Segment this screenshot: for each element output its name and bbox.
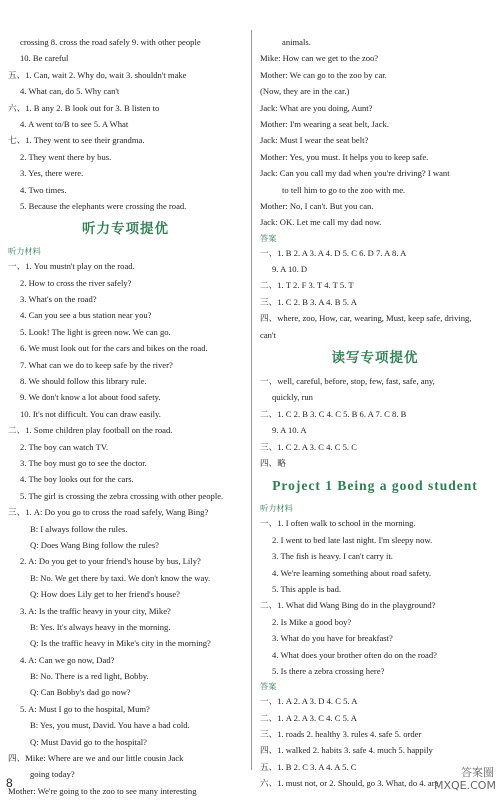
text-line: Jack: Must I wear the seat belt? — [260, 135, 369, 146]
text-line: 3. What's on the road? — [20, 294, 97, 305]
text-line: 一、1. You mustn't play on the road. — [8, 261, 135, 272]
listening-answers — [260, 245, 490, 343]
text-line: going today? — [30, 769, 75, 780]
text-line: quickly, run — [272, 392, 313, 403]
text-line: 一、well, careful, before, stop, few, fast, safe, any, — [260, 376, 435, 387]
text-line: B: I always follow the rules. — [30, 523, 128, 534]
text-line: to tell him to go to the zoo with me. — [282, 184, 406, 195]
project-answers-label: 答案 — [260, 681, 277, 692]
text-line: 10. Be careful — [20, 53, 69, 64]
text-line: Mother: No, I can't. But you can. — [260, 200, 374, 211]
watermark-url: MXQE.COM — [434, 779, 496, 792]
text-line: 3. What do you have for breakfast? — [272, 633, 393, 644]
text-line: crossing 8. cross the road safely 9. with other people — [20, 37, 201, 47]
text-line: 2. They went there by bus. — [20, 151, 112, 162]
text-line: 3. A: Is the traffic heavy in your city, Mike? — [20, 605, 171, 616]
text-line: 三、1. C 2. B 3. A 4. B 5. A — [260, 296, 357, 307]
text-line: 二、1. T 2. F 3. T 4. T 5. T — [260, 280, 354, 291]
text-line: 7. What can we do to keep safe by the river? — [20, 359, 173, 370]
project-listening-label: 听力材料 — [260, 503, 293, 514]
text-line: Jack: What are you doing, Aunt? — [260, 102, 373, 113]
text-line: 5. This apple is bad. — [272, 583, 342, 594]
text-line: Mother: Yes, you must. It helps you to keep safe. — [260, 151, 429, 162]
text-line: 二、1. C 2. B 3. C 4. C 5. B 6. A 7. C 8. B — [260, 408, 407, 419]
watermark-text: 答案圈 — [461, 766, 494, 779]
text-line: Q: How does Lily get to her friend's house? — [30, 589, 180, 600]
text-line: B: Yes, you must, David. You have a bad cold. — [30, 720, 190, 731]
text-line: 四、where, zoo, How, car, wearing, Must, keep safe, driving, — [260, 313, 472, 324]
text-line: 2. A: Do you get to your friend's house by bus, Lily? — [20, 556, 201, 567]
page-number: 8 — [6, 776, 13, 790]
column-divider — [251, 30, 252, 770]
text-line: can't — [260, 329, 276, 340]
text-line: Q: Can Bobby's dad go now? — [30, 687, 131, 698]
text-line: 三、1. C 2. A 3. C 4. C 5. C — [260, 441, 357, 452]
project-listening-material — [260, 515, 490, 679]
text-line: 四、Mike: Where are we and our little cousin Jack — [8, 753, 184, 764]
listening-material — [8, 258, 243, 799]
text-line: 五、1. Can, wait 2. Why do, wait 3. shouldn't make — [8, 69, 187, 80]
text-line: 4. A went to/B to see 5. A What — [20, 118, 129, 129]
text-line: Mother: I'm wearing a seat belt, Jack. — [260, 118, 389, 129]
text-line: 四、1. walked 2. habits 3. safe 4. much 5. happily — [260, 745, 433, 756]
text-line: 5. Look! The light is green now. We can go. — [20, 326, 171, 337]
text-line: 2. How to cross the river safely? — [20, 277, 132, 288]
text-line: 六、1. B any 2. B look out for 3. B listen to — [8, 102, 160, 113]
text-line: 5. A: Must I go to the hospital, Mum? — [20, 703, 150, 714]
text-line: 六、1. must not, or 2. Should, go 3. What, do 4. are — [260, 778, 439, 789]
answers-label: 答案 — [260, 232, 277, 243]
reading-writing-title: 读写专项提优 — [331, 350, 419, 366]
text-line: 七、1. They went to see their grandma. — [8, 135, 145, 146]
text-line: Mike: How can we get to the zoo? — [260, 53, 379, 64]
text-line: Jack: OK. Let me call my dad now. — [260, 217, 382, 228]
project-title: Project 1 Being a good student — [272, 478, 478, 494]
text-line: 8. We should follow this library rule. — [20, 376, 147, 387]
listening-title: 听力专项提优 — [82, 221, 169, 237]
text-line: 一、1. A 2. A 3. D 4. C 5. A — [260, 696, 358, 707]
text-line: B: Yes. It's always heavy in the morning. — [30, 621, 171, 632]
watermark-logo — [434, 766, 494, 794]
text-line: Q: Must David go to the hospital? — [30, 736, 147, 747]
text-line: 6. We must look out for the cars and bikes on the road. — [20, 343, 208, 354]
text-line: 5. The girl is crossing the zebra crossing with other people. — [20, 490, 224, 501]
text-line: 3. Yes, there were. — [20, 168, 84, 179]
text-line: B: No. We get there by taxi. We don't know the way. — [30, 572, 211, 583]
text-line: Mother: We're going to the zoo to see many interesting — [8, 785, 197, 796]
text-line: 二、1. A 2. A 3. C 4. C 5. A — [260, 712, 357, 723]
text-line: 4. A: Can we go now, Dad? — [20, 654, 115, 665]
text-line: 4. Two times. — [20, 184, 67, 195]
text-line: 4. We're learning something about road safety. — [272, 567, 432, 578]
right-column — [260, 34, 490, 792]
text-line: 9. A 10. A — [272, 425, 307, 436]
text-line: 四、略 — [260, 457, 286, 468]
text-line: 二、1. Some children play football on the road. — [8, 425, 173, 436]
text-line: 5. Because the elephants were crossing the road. — [20, 200, 187, 211]
reading-writing-answers — [260, 373, 490, 471]
text-line: 二、1. What did Wang Bing do in the playground? — [260, 600, 436, 611]
answers-section-top — [8, 34, 243, 214]
text-line: 4. What does your brother often do on the road? — [272, 649, 437, 660]
left-column — [8, 34, 243, 799]
text-line: 五、1. B 2. C 3. A 4. A 5. C — [260, 761, 357, 772]
text-line: 一、1. B 2. A 3. A 4. D 5. C 6. D 7. A 8. A — [260, 247, 407, 258]
text-line: 4. What can, do 5. Why can't — [20, 86, 120, 97]
text-line: animals. — [282, 37, 311, 47]
dialogue-continued — [260, 34, 490, 231]
text-line: 2. Is Mike a good boy? — [272, 616, 352, 627]
text-line: 4. Can you see a bus station near you? — [20, 310, 152, 321]
text-line: Q: Is the traffic heavy in Mike's city in the morning? — [30, 638, 211, 649]
text-line: 一、1. I often walk to school in the morning. — [260, 518, 416, 529]
text-line: 4. The boy looks out for the cars. — [20, 474, 134, 485]
text-line: B: No. There is a red light, Bobby. — [30, 671, 149, 682]
text-line: Q: Does Wang Bing follow the rules? — [30, 539, 159, 550]
text-line: 三、1. roads 2. healthy 3. rules 4. safe 5. order — [260, 729, 422, 740]
text-line: 10. It's not difficult. You can draw easily. — [20, 408, 161, 419]
text-line: 2. I went to bed late last night. I'm sleepy now. — [272, 534, 433, 545]
text-line: 5. Is there a zebra crossing here? — [272, 665, 385, 676]
text-line: 2. The boy can watch TV. — [20, 441, 109, 452]
text-line: 9. A 10. D — [272, 264, 308, 275]
text-line: 三、1. A: Do you go to cross the road safely, Wang Bing? — [8, 507, 209, 518]
text-line: 3. The boy must go to see the doctor. — [20, 457, 147, 468]
text-line: Mother: We can go to the zoo by car. — [260, 69, 387, 80]
text-line: 9. We don't know a lot about food safety. — [20, 392, 161, 403]
text-line: 3. The fish is heavy. I can't carry it. — [272, 551, 393, 562]
text-line: Jack: Can you call my dad when you're driving? I want — [260, 168, 450, 179]
listening-material-label: 听力材料 — [8, 246, 41, 257]
text-line: (Now, they are in the car.) — [260, 86, 350, 97]
